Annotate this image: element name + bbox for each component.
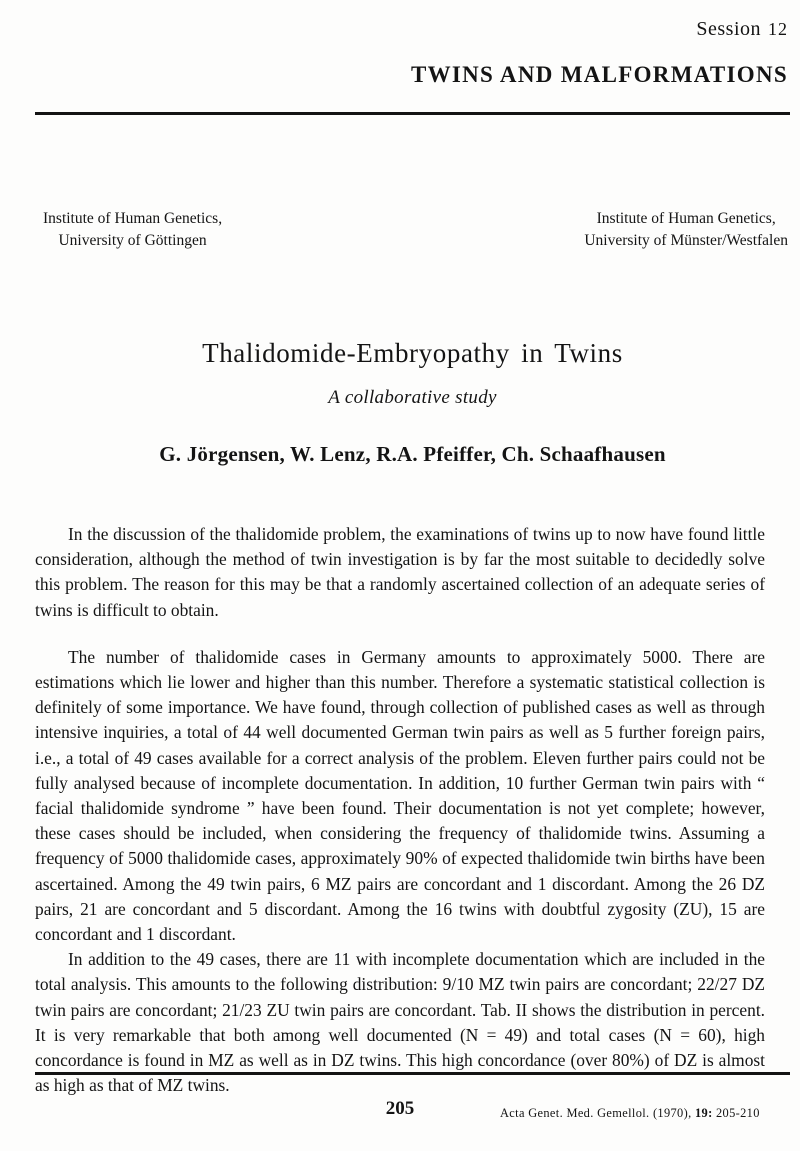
citation-year: (1970), — [652, 1106, 692, 1120]
body-paragraph: In addition to the 49 cases, there are 11 with incomplete documentation which are included in the total analysis. This amounts to the following distribution: 9/10 MZ twin pairs are concordant; 22/27 DZ twin pairs are concordant; 21/23 ZU twin pairs are concordant. Tab. II shows the distribution in percent. It is very remarkable that both among well documented (N = 49) and total cases (N = 60), high concordance is found in MZ as well as in DZ twins. This high concordance (over 80%) of DZ is almost as high as that of MZ twins. — [35, 949, 765, 1096]
affiliation-right-line-2: University of Münster/Westfalen — [584, 232, 788, 250]
session-label — [696, 18, 788, 41]
running-title: TWINS AND MALFORMATIONS — [410, 62, 788, 87]
affiliation-right — [584, 208, 788, 253]
citation-journal: Acta Genet. Med. Gemellol. — [500, 1106, 650, 1120]
author-byline: G. Jörgensen, W. Lenz, R.A. Pfeiffer, Ch. Schaafhausen — [159, 442, 666, 466]
page-title: Thalidomide-Embryopathy in Twins — [202, 338, 623, 368]
article-body — [35, 522, 765, 1098]
affiliation-left — [43, 208, 222, 253]
body-paragraph: The number of thalidomide cases in Germany amounts to approximately 5000. There are estimations which lie lower and higher than this number. Therefore a systematic statistical collection is definitely of some importance. We have found, through collection of published cases as well as through intensive inquiries, a total of 44 well documented German twin pairs as well as 5 further foreign pairs, i.e., a total of 49 cases available for a correct analysis of the problem. Eleven further pairs could not be fully analysed because of incomplete documentation. In addition, 10 further German twin pairs with “ facial thalidomide syndrome ” have been found. Their documentation is not yet complete; however, these cases should be included, when considering the frequency of thalidomide twins. Assuming a frequency of 5000 thalidomide cases, approximately 90% of expected thalidomide twin births have been ascertained. Among the 49 twin pairs, 6 MZ pairs are concordant and 1 discordant. Among the 26 DZ pairs, 21 are concordant and 5 discordant. Among the 16 twins with doubtful zygosity (ZU), 15 are concordant and 1 discordant. — [35, 646, 765, 945]
affiliation-right-line-1: Institute of Human Genetics, — [596, 210, 776, 227]
affiliation-left-line-1: Institute of Human Genetics, — [43, 210, 223, 227]
body-paragraph: In the discussion of the thalidomide problem, the examinations of twins up to now have found little consideration, although the method of twin investigation is by far the most suitable to decidedly solve this problem. The reason for this may be that a randomly ascertained collection of an adequate series of twins is difficult to obtain. — [35, 524, 765, 620]
page-number: 205 — [385, 1098, 415, 1119]
journal-citation — [500, 1106, 760, 1121]
session-word: Session — [696, 18, 761, 40]
citation-volume: 19: — [694, 1106, 713, 1120]
session-number: 12 — [768, 19, 788, 39]
citation-pages: 205-210 — [716, 1106, 760, 1120]
footer-rule — [35, 1072, 790, 1075]
affiliations — [35, 208, 790, 253]
header-rule — [35, 112, 790, 115]
article-subtitle: A collaborative study — [328, 387, 497, 408]
title-block — [35, 338, 790, 467]
affiliation-left-line-2: University of Göttingen — [58, 232, 207, 250]
